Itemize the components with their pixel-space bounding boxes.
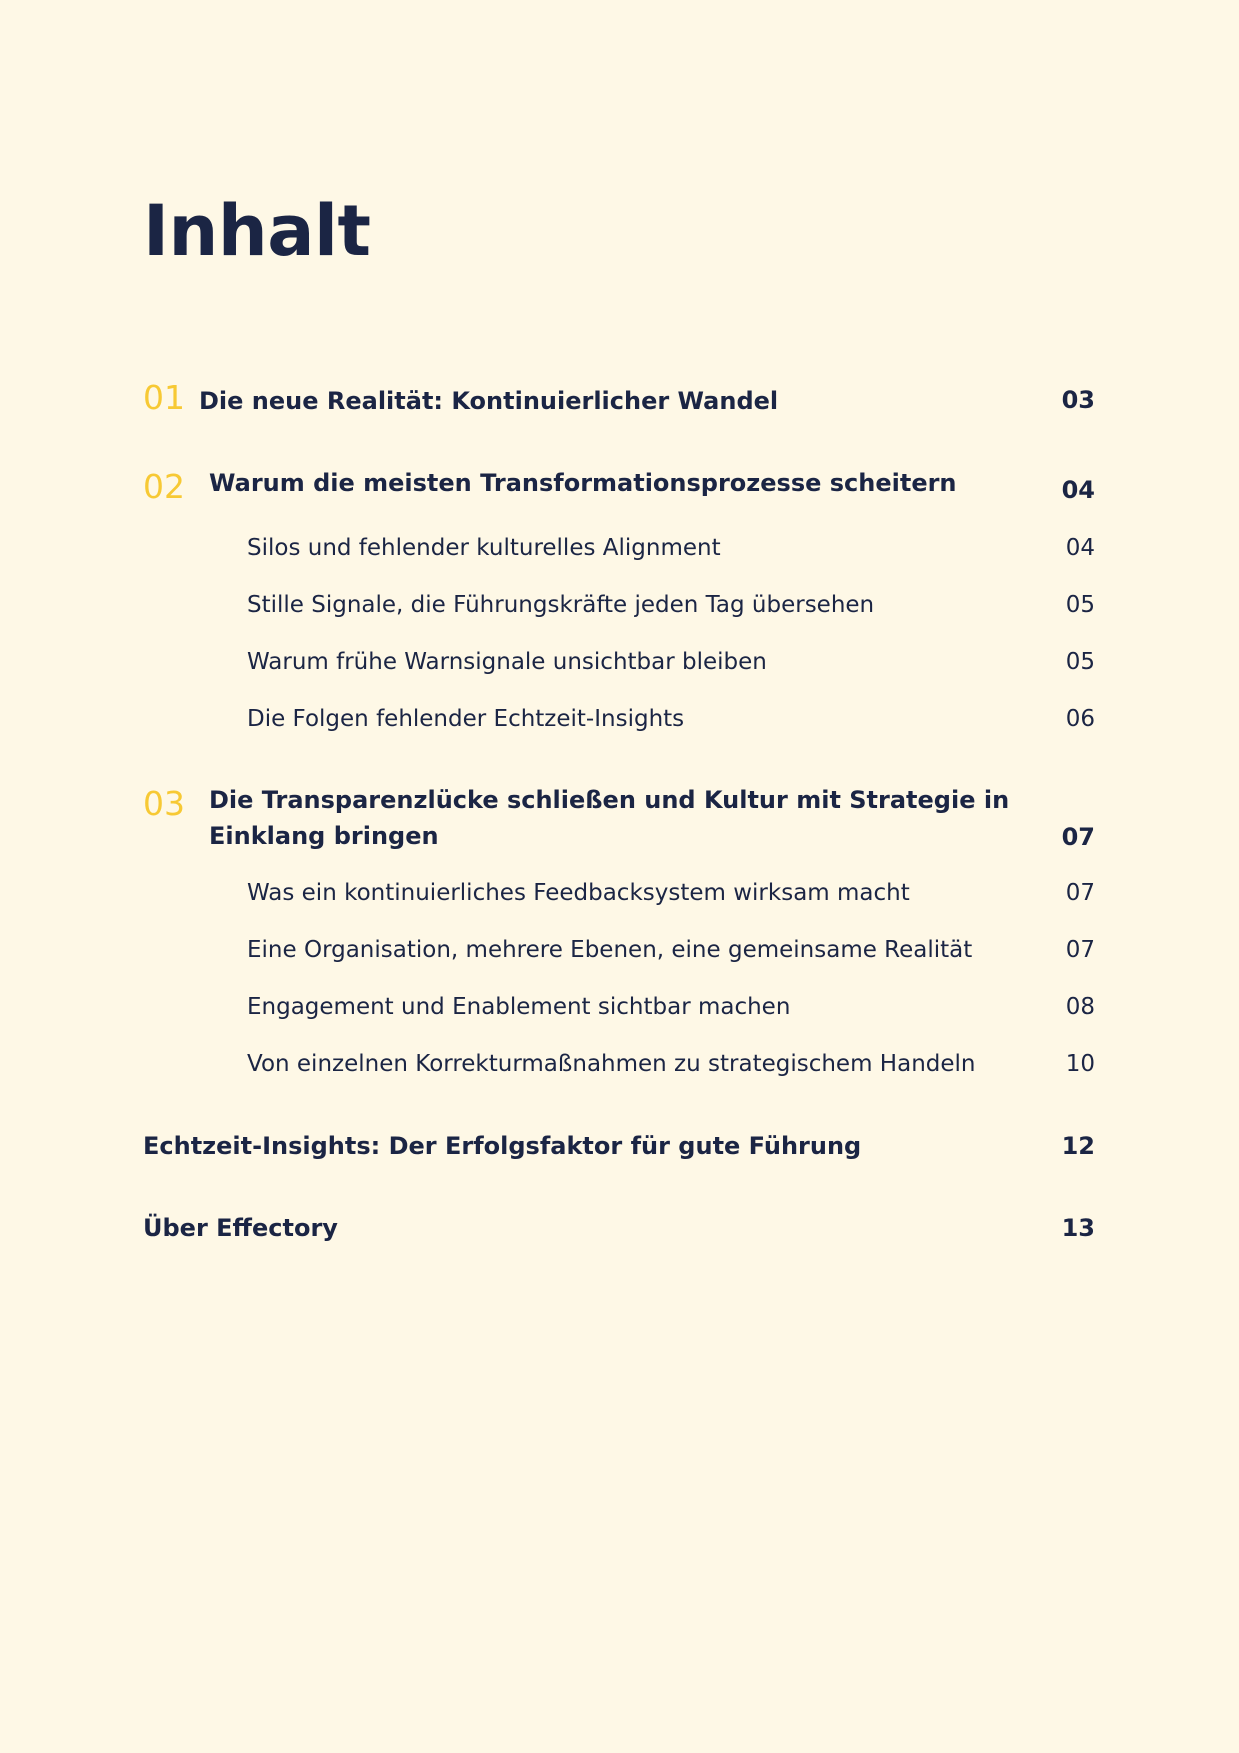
entry-page-number: 12 xyxy=(1061,1132,1095,1160)
section-page-number: 05 xyxy=(1065,649,1095,675)
section-title: Von einzelnen Korrekturmaßnahmen zu strategischem Handeln xyxy=(247,1051,976,1077)
chapter-title-line-1: Die Transparenzlücke schließen und Kultur mit Strategie in xyxy=(209,786,1010,814)
section-title: Warum frühe Warnsignale unsichtbar bleiben xyxy=(247,649,767,675)
chapter-title: Die neue Realität: Kontinuierlicher Wandel xyxy=(199,387,779,415)
entry-title: Über Effectory xyxy=(143,1214,338,1242)
section-page-number: 08 xyxy=(1065,994,1095,1020)
section-page-number: 05 xyxy=(1065,592,1095,618)
chapter-number: 03 xyxy=(143,784,185,823)
section-title: Die Folgen fehlender Echtzeit-Insights xyxy=(247,706,685,732)
chapter-page-number: 07 xyxy=(1061,823,1095,851)
section-title: Engagement und Enablement sichtbar machen xyxy=(247,994,791,1020)
chapter-number: 02 xyxy=(143,467,185,506)
section-title: Stille Signale, die Führungskräfte jeden Tag übersehen xyxy=(247,592,875,618)
section-page-number: 10 xyxy=(1065,1051,1095,1077)
section-page-number: 04 xyxy=(1065,535,1095,561)
section-page-number: 07 xyxy=(1065,937,1095,963)
chapter-page-number: 04 xyxy=(1061,476,1095,504)
section-title: Eine Organisation, mehrere Ebenen, eine gemeinsame Realität xyxy=(247,937,973,963)
chapter-page-number: 03 xyxy=(1061,386,1095,414)
chapter-title-line-2: Einklang bringen xyxy=(209,822,439,850)
page-title: Inhalt xyxy=(143,190,371,272)
section-page-number: 07 xyxy=(1065,880,1095,906)
chapter-number: 01 xyxy=(143,378,185,417)
entry-title: Echtzeit-Insights: Der Erfolgsfaktor für gute Führung xyxy=(143,1132,862,1160)
section-page-number: 06 xyxy=(1065,706,1095,732)
entry-page-number: 13 xyxy=(1061,1214,1095,1242)
chapter-title: Warum die meisten Transformationsprozesse scheitern xyxy=(209,469,957,497)
section-title: Silos und fehlender kulturelles Alignment xyxy=(247,535,721,561)
section-title: Was ein kontinuierliches Feedbacksystem wirksam macht xyxy=(247,880,910,906)
